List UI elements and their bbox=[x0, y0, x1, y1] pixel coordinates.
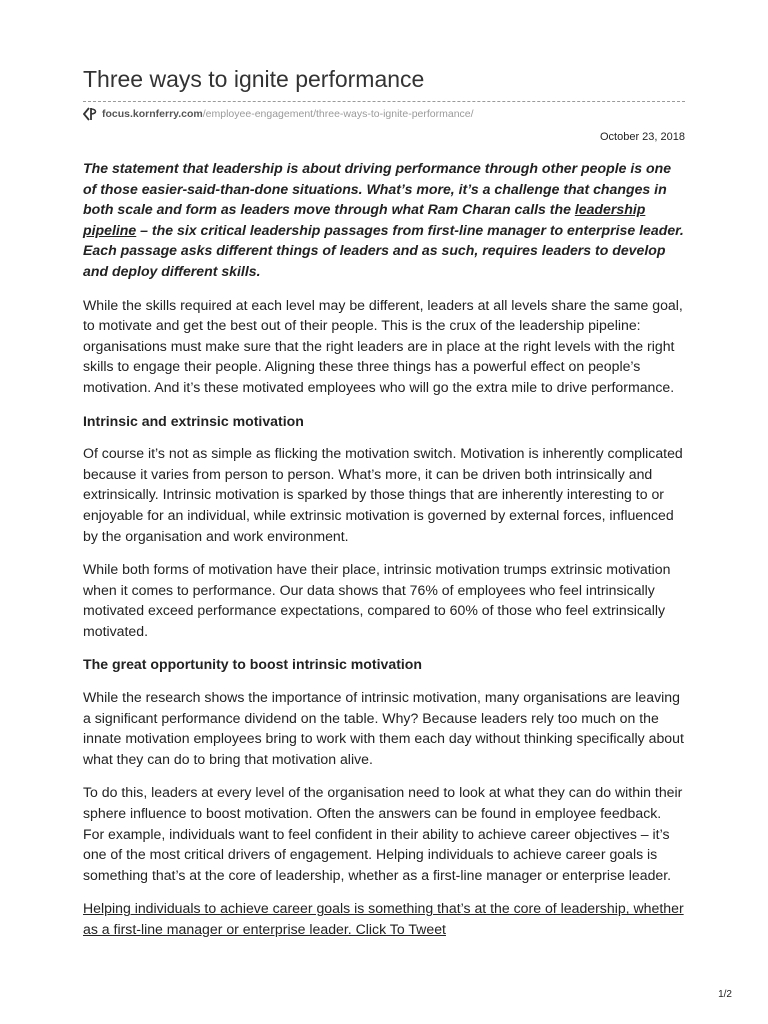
click-to-tweet-link[interactable]: Helping individuals to achieve career goals is something that’s at the core of leadership, whether as a first-line manager or enterprise leader. Click To Tweet bbox=[83, 900, 684, 937]
page-number: 1/2 bbox=[718, 989, 732, 1000]
lead-paragraph: The statement that leadership is about driving performance through other people is one of those easier-said-than-done situations. What’s more, it’s a challenge that changes in both scale and form as leaders move through what Ram Charan calls the leadership pipeline – the six critical leadership passages from first-line manager to enterprise leader. Each passage asks different things of leaders and as such, requires leaders to develop and deploy different skills. bbox=[83, 160, 684, 279]
paragraph-5: To do this, leaders at every level of the organisation need to look at what they can do within their sphere influence to boost motivation. Often the answers can be found in employee feedback. For example, individuals want to feel confident in their ability to achieve career objectives – it’s one of the most critical drivers of engagement. Helping individuals to achieve career goals is something that’s at the core of leadership, whether as a first-line manager or enterprise leader. bbox=[83, 784, 683, 883]
leadership-pipeline-link[interactable]: leadership pipeline bbox=[83, 201, 646, 238]
article-body bbox=[83, 158, 685, 953]
paragraph-4: While the research shows the importance of intrinsic motivation, many organisations are leaving a significant performance dividend on the table. Why? Because leaders rely too much on the innate motivation employees bring to work with them each day without thinking specifically about what they can do to bring that motivation alive. bbox=[83, 689, 684, 767]
section-heading-1: Intrinsic and extrinsic motivation bbox=[83, 412, 304, 429]
kornferry-logo-icon bbox=[83, 107, 99, 121]
source-url[interactable] bbox=[83, 106, 474, 122]
source-domain[interactable]: focus.kornferry.com bbox=[102, 108, 203, 120]
paragraph-1: While the skills required at each level may be different, leaders at all levels share the same goal, to motivate and get the best out of their people. This is the crux of the leadership pipeline: organisations must make sure that the right leaders are in place at the right levels with the right skills to engage their people. Aligning these three things has a powerful effect on people’s motivation. And it’s these motivated employees who will go the extra mile to drive performance. bbox=[83, 296, 683, 395]
source-path[interactable]: /employee-engagement/three-ways-to-ignite-performance/ bbox=[202, 108, 474, 120]
section-heading-2: The great opportunity to boost intrinsic motivation bbox=[83, 656, 423, 673]
title-divider bbox=[83, 101, 685, 102]
paragraph-2: Of course it’s not as simple as flicking the motivation switch. Motivation is inherently complicated because it varies from person to person. What’s more, it can be driven both intrinsically and extrinsically. Intrinsic motivation is sparked by those things that are inherently interesting to or enjoyable for an individual, while extrinsic motivation is governed by external forces, influenced by the organisation and work environment. bbox=[83, 445, 683, 544]
publish-date: October 23, 2018 bbox=[599, 131, 685, 143]
page-title: Three ways to ignite performance bbox=[83, 66, 425, 92]
paragraph-3: While both forms of motivation have their place, intrinsic motivation trumps extrinsic motivation when it comes to performance. Our data shows that 76% of employees who feel intrinsically motivated exceed performance expectations, compared to 60% of those who feel extrinsically motivated. bbox=[83, 561, 671, 639]
